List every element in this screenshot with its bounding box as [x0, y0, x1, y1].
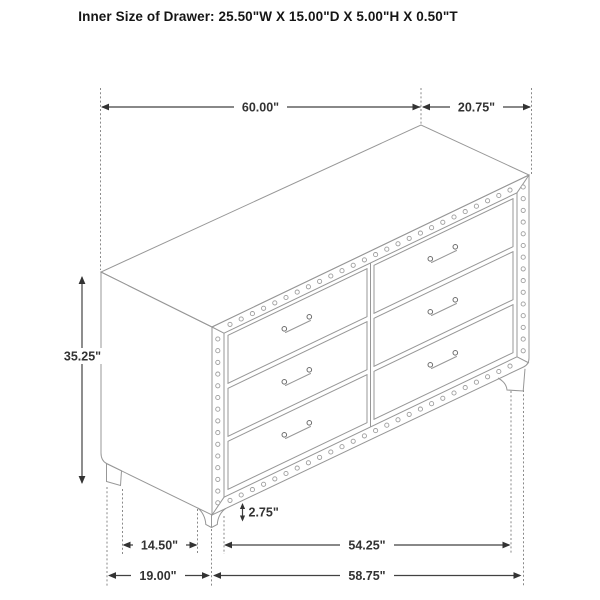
nailhead	[295, 290, 299, 294]
nailhead	[216, 431, 220, 435]
nailhead	[239, 317, 243, 321]
handle-post	[453, 351, 458, 356]
nailhead	[329, 274, 333, 278]
drawer-front	[228, 322, 367, 437]
nailhead	[216, 489, 220, 493]
nailhead	[521, 337, 525, 341]
arrowhead-right	[514, 572, 522, 579]
trim-corner-miter	[212, 327, 224, 333]
drawer-handle	[282, 368, 312, 386]
nailhead	[385, 423, 389, 427]
nailhead	[396, 418, 400, 422]
nailhead	[228, 498, 232, 502]
nailhead	[521, 185, 525, 189]
handle-post	[282, 327, 287, 332]
dim-base-depth-label: 19.00"	[139, 569, 177, 583]
nailhead	[216, 419, 220, 423]
handle-post	[428, 257, 433, 262]
handle-post	[282, 380, 287, 385]
drawer-handle	[428, 245, 458, 263]
dim-base-depth	[108, 568, 210, 584]
nailhead	[374, 253, 378, 257]
nailhead	[418, 407, 422, 411]
nailhead	[250, 488, 254, 492]
arrowhead-left	[108, 572, 116, 579]
nailhead	[474, 204, 478, 208]
arrowhead-left	[101, 104, 109, 111]
nailhead	[521, 349, 525, 353]
nailhead	[239, 493, 243, 497]
dim-base-height-label: 2.75"	[248, 505, 279, 520]
dim-overall-width	[101, 99, 421, 115]
dim-overall-width-label: 60.00"	[241, 100, 280, 115]
nailhead	[262, 482, 266, 486]
nailhead	[521, 197, 525, 201]
dim-base-height	[240, 503, 279, 522]
nailhead	[463, 210, 467, 214]
nailhead	[430, 226, 434, 230]
handle-post	[282, 433, 287, 438]
arrowhead-down	[240, 516, 245, 522]
handle-post	[428, 363, 433, 368]
nailhead	[273, 301, 277, 305]
drawer-handle	[428, 298, 458, 316]
arrowhead-up	[240, 503, 245, 509]
nailhead	[452, 215, 456, 219]
nailhead	[340, 269, 344, 273]
dimension-annotations	[57, 99, 531, 584]
arrowhead-right	[523, 104, 531, 111]
nailhead	[351, 263, 355, 267]
nailhead	[295, 466, 299, 470]
nailhead	[418, 231, 422, 235]
nailhead	[521, 255, 525, 259]
trim-corner-miter	[517, 357, 529, 363]
nailhead	[250, 312, 254, 316]
handle-post	[428, 310, 433, 315]
arrowhead-left	[213, 572, 221, 579]
dim-leg-inset-depth-label: 14.50"	[140, 538, 179, 553]
nailhead	[306, 285, 310, 289]
nailhead	[340, 445, 344, 449]
drawer-handle	[282, 421, 312, 439]
nailhead	[497, 193, 501, 197]
dresser-left-side	[101, 272, 212, 515]
nailhead	[362, 434, 366, 438]
nailhead	[216, 477, 220, 481]
nailhead	[521, 208, 525, 212]
nailhead	[486, 199, 490, 203]
nailhead	[318, 455, 322, 459]
nailhead	[216, 407, 220, 411]
front-right-leg	[498, 369, 525, 391]
nailhead	[374, 429, 378, 433]
drawer-front	[374, 305, 513, 420]
nailhead	[216, 384, 220, 388]
dim-leg-span-width	[224, 537, 511, 553]
nailhead	[351, 439, 355, 443]
nailhead	[284, 471, 288, 475]
nailhead	[521, 243, 525, 247]
nailhead	[216, 349, 220, 353]
nailhead	[318, 279, 322, 283]
nailhead	[521, 279, 525, 283]
dim-overall-depth-label: 20.75"	[457, 100, 496, 115]
arrowhead-down	[79, 476, 86, 484]
dim-leg-inset-depth	[123, 537, 198, 553]
dresser-drawing	[101, 125, 529, 528]
extension-lines	[101, 88, 532, 587]
dim-base-width	[213, 568, 522, 584]
dim-overall-depth	[422, 99, 531, 115]
nailhead	[216, 501, 220, 505]
nailhead	[521, 302, 525, 306]
arrowhead-right	[503, 542, 511, 549]
nailhead	[228, 322, 232, 326]
nailhead	[452, 391, 456, 395]
drawer-handle	[428, 351, 458, 369]
dim-base-width-label: 58.75"	[348, 569, 386, 583]
nailhead	[396, 242, 400, 246]
nailhead	[262, 306, 266, 310]
nailhead	[273, 477, 277, 481]
nailhead	[486, 375, 490, 379]
nailhead	[508, 364, 512, 368]
nailhead	[521, 267, 525, 271]
handle-post	[453, 245, 458, 250]
nailhead	[474, 380, 478, 384]
back-left-leg	[107, 464, 122, 486]
nailhead	[407, 412, 411, 416]
nailhead	[216, 372, 220, 376]
nailhead	[216, 466, 220, 470]
nailhead	[216, 337, 220, 341]
nailhead	[463, 386, 467, 390]
nailhead	[521, 220, 525, 224]
dim-leg-span-width-label: 54.25"	[348, 538, 386, 553]
nailhead	[329, 450, 333, 454]
drawer-handle	[282, 315, 312, 333]
handle-post	[453, 298, 458, 303]
handle-post	[307, 368, 312, 373]
nailhead	[216, 360, 220, 364]
nailhead	[521, 290, 525, 294]
nailhead	[441, 396, 445, 400]
arrowhead-right	[413, 104, 421, 111]
nailhead	[385, 247, 389, 251]
arrowhead-left	[224, 542, 232, 549]
nailhead	[521, 314, 525, 318]
nailhead	[441, 220, 445, 224]
handle-post	[307, 315, 312, 320]
arrowhead-left	[123, 542, 131, 549]
nailhead	[306, 461, 310, 465]
nailhead	[362, 258, 366, 262]
dim-overall-height	[57, 276, 108, 484]
handle-post	[307, 421, 312, 426]
nailhead	[407, 236, 411, 240]
dresser-top-face	[101, 125, 529, 327]
arrowhead-right	[190, 542, 198, 549]
arrowhead-right	[202, 572, 210, 579]
drawer-front	[374, 252, 513, 367]
nailhead	[216, 395, 220, 399]
drawer-front	[228, 375, 367, 490]
nailhead	[521, 325, 525, 329]
arrowhead-left	[422, 104, 430, 111]
nailhead	[430, 402, 434, 406]
diagram-title: Inner Size of Drawer: 25.50"W X 15.00"D X 5.00"H X 0.50"T	[78, 9, 458, 24]
nailhead	[497, 369, 501, 373]
nailhead	[508, 188, 512, 192]
nailhead	[216, 454, 220, 458]
dim-overall-height-label: 35.25"	[63, 349, 102, 364]
arrowhead-up	[79, 276, 86, 284]
nailhead	[284, 295, 288, 299]
nailhead	[521, 232, 525, 236]
nailhead	[216, 442, 220, 446]
